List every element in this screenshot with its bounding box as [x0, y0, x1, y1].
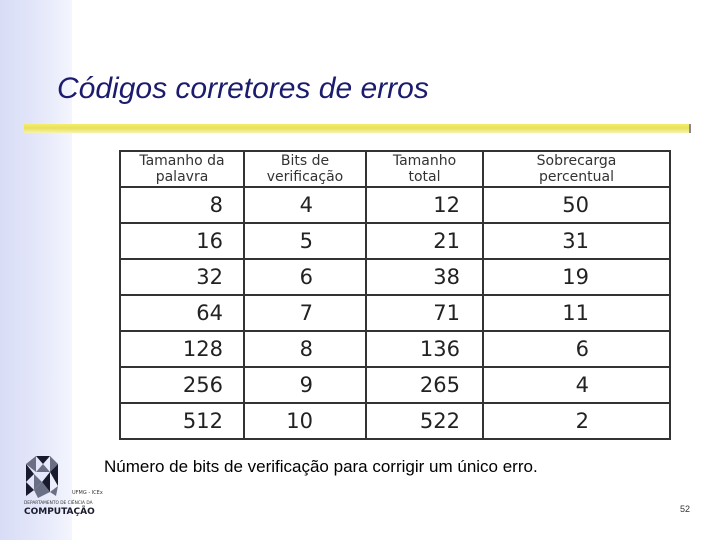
- header-line: Sobrecarga: [536, 153, 617, 169]
- table-row: [120, 331, 670, 367]
- cell-total-size: 38: [366, 259, 483, 295]
- header-line: Tamanho: [392, 153, 457, 169]
- title-underline: [24, 124, 691, 133]
- check-bits-table: [119, 150, 671, 440]
- cell-total-size: 21: [366, 223, 483, 259]
- cell-total-size: 71: [366, 295, 483, 331]
- cell-check-bits: 9: [244, 367, 366, 403]
- table-row: [120, 259, 670, 295]
- cell-overhead: 31: [483, 223, 670, 259]
- cell-overhead: 11: [483, 295, 670, 331]
- cell-word-size: 64: [120, 295, 244, 331]
- table-row: [120, 367, 670, 403]
- cell-check-bits: 5: [244, 223, 366, 259]
- cell-check-bits: 10: [244, 403, 366, 439]
- cell-check-bits: 8: [244, 331, 366, 367]
- cell-word-size: 128: [120, 331, 244, 367]
- header-total-size: [366, 151, 483, 187]
- table-row: [120, 223, 670, 259]
- cell-check-bits: 6: [244, 259, 366, 295]
- header-line: percentual: [539, 169, 614, 185]
- header-word-size: [120, 151, 244, 187]
- cell-word-size: 512: [120, 403, 244, 439]
- header-line: Tamanho da: [139, 153, 225, 169]
- header-line: total: [408, 169, 441, 185]
- cell-overhead: 19: [483, 259, 670, 295]
- header-check-bits: [244, 151, 366, 187]
- table-caption: Número de bits de verificação para corrigir um único erro.: [104, 457, 538, 476]
- cell-overhead: 6: [483, 331, 670, 367]
- cell-check-bits: 7: [244, 295, 366, 331]
- cell-total-size: 522: [366, 403, 483, 439]
- header-line: verificação: [266, 169, 344, 185]
- logo-line2: DEPARTAMENTO DE CIÊNCIA DA: [24, 501, 93, 506]
- cell-word-size: 16: [120, 223, 244, 259]
- logo-line1: UFMG - ICEx: [72, 490, 103, 496]
- department-logo: [22, 452, 122, 518]
- cell-total-size: 136: [366, 331, 483, 367]
- page-number: 52: [679, 504, 690, 514]
- header-line: Bits de: [280, 153, 330, 169]
- logo-mark-icon: [26, 456, 58, 498]
- cell-overhead: 2: [483, 403, 670, 439]
- cell-total-size: 12: [366, 187, 483, 223]
- table-figure: [108, 141, 694, 454]
- cell-overhead: 4: [483, 367, 670, 403]
- cell-check-bits: 4: [244, 187, 366, 223]
- logo-line3: COMPUTAÇÃO: [24, 507, 95, 517]
- table-header-row: [120, 151, 670, 187]
- table-row: [120, 403, 670, 439]
- cell-word-size: 256: [120, 367, 244, 403]
- cell-overhead: 50: [483, 187, 670, 223]
- cell-word-size: 32: [120, 259, 244, 295]
- header-line: palavra: [155, 169, 209, 185]
- cell-word-size: 8: [120, 187, 244, 223]
- header-overhead: [483, 151, 670, 187]
- table-row: [120, 187, 670, 223]
- table-row: [120, 295, 670, 331]
- slide-title: Códigos corretores de erros: [57, 72, 429, 105]
- cell-total-size: 265: [366, 367, 483, 403]
